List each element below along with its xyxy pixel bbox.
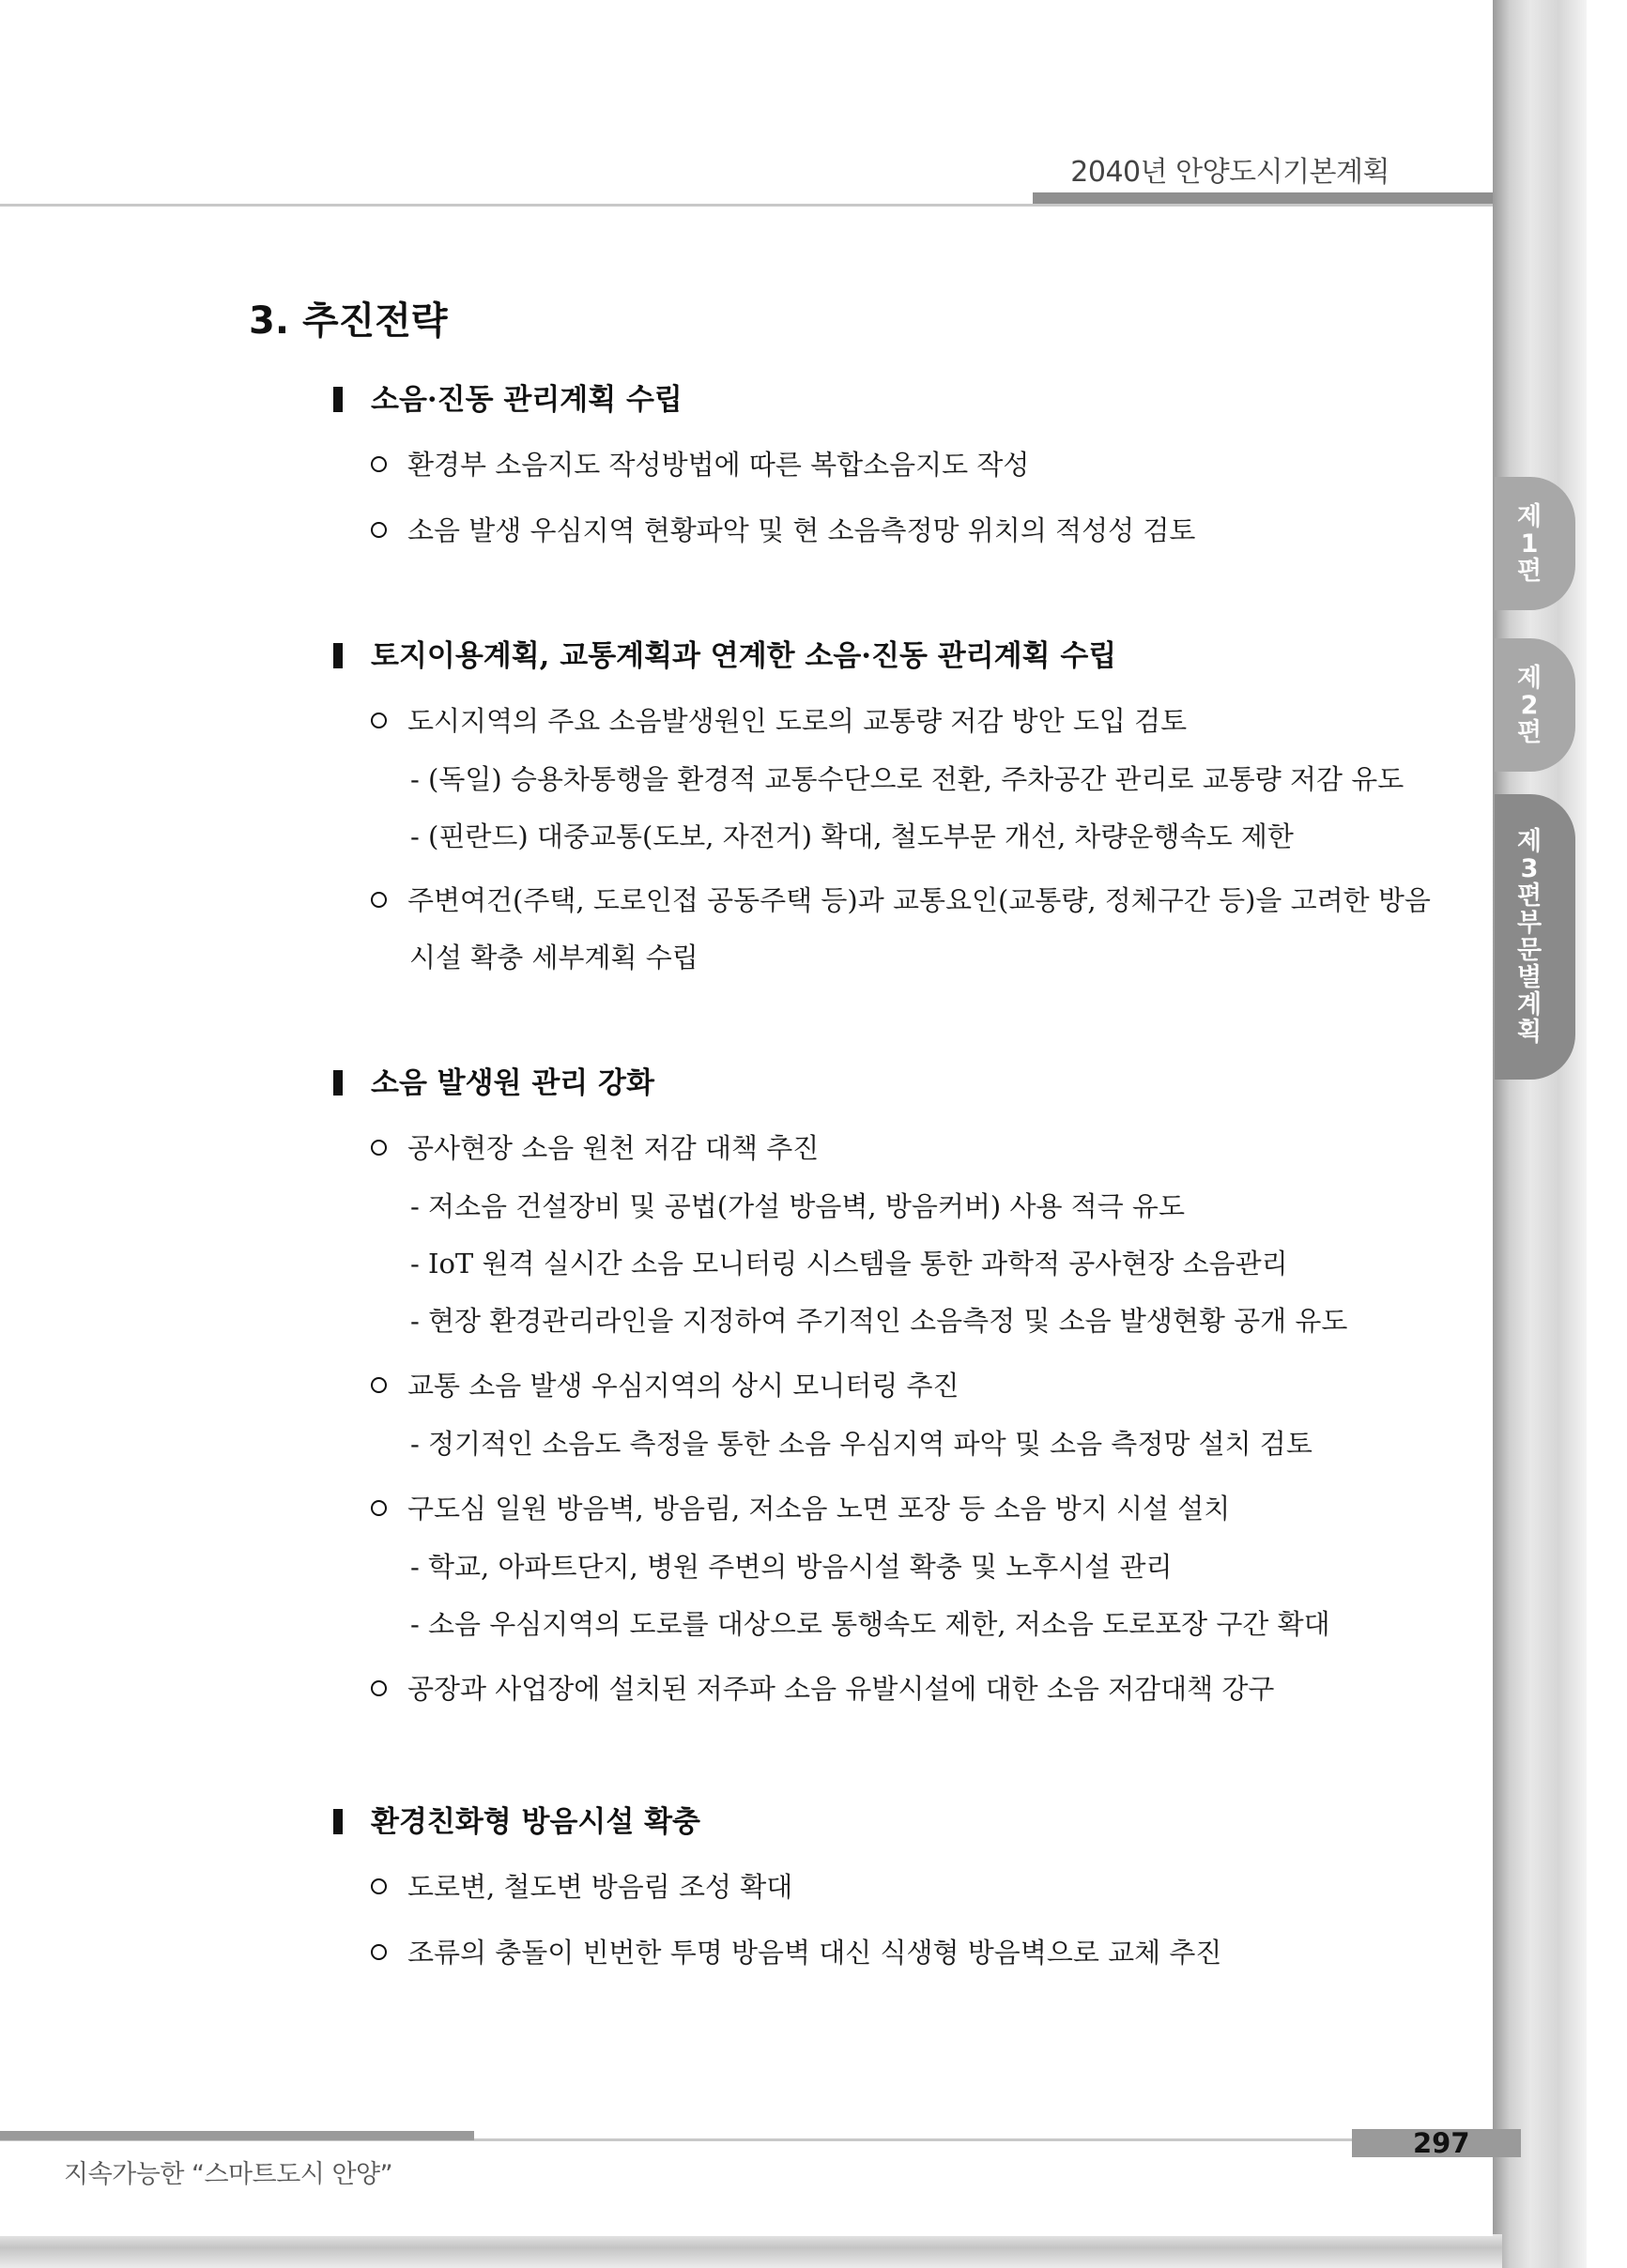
tab-char: 편	[1516, 881, 1543, 911]
dash-item: - 학교, 아파트단지, 병원 주변의 방음시설 확충 및 노후시설 관리	[410, 1551, 1173, 1583]
circle-bullet-icon	[371, 522, 387, 538]
circle-item	[371, 1365, 959, 1403]
strategy-heading	[333, 1798, 700, 1840]
tab-char: 제	[1516, 501, 1543, 531]
side-tab-part-3[interactable]	[1495, 794, 1575, 1080]
dash-item: - 현장 환경관리라인을 지정하여 주기적인 소음측정 및 소음 발생현황 공개 유도	[410, 1305, 1348, 1337]
tab-char: 제	[1516, 663, 1543, 693]
heading-text: 소음·진동 관리계획 수립	[371, 383, 683, 417]
tab-char: 별	[1516, 963, 1543, 992]
circle-item	[371, 1127, 819, 1166]
dash-item: - (핀란드) 대중교통(도보, 자전거) 확대, 철도부문 개선, 차량운행속도 제한	[410, 820, 1294, 852]
heading-text: 토지이용계획, 교통계획과 연계한 소음·진동 관리계획 수립	[371, 639, 1117, 673]
strategy-heading	[333, 375, 683, 418]
circle-item	[371, 1866, 792, 1905]
circle-bullet-icon	[371, 1500, 387, 1516]
item-text: 주변여건(주택, 도로인접 공동주택 등)과 교통요인(교통량, 정체구간 등)을 고려한 방음	[407, 884, 1431, 916]
item-text: 교통 소음 발생 우심지역의 상시 모니터링 추진	[407, 1370, 959, 1402]
strategy-heading	[333, 632, 1116, 674]
dash-item: - IoT 원격 실시간 소음 모니터링 시스템을 통한 과학적 공사현장 소음관리	[410, 1248, 1288, 1280]
circle-bullet-icon	[371, 1140, 387, 1156]
item-text: 공장과 사업장에 설치된 저주파 소음 유발시설에 대한 소음 저감대책 강구	[407, 1673, 1275, 1705]
item-text: 도시지역의 주요 소음발생원인 도로의 교통량 저감 방안 도입 검토	[407, 705, 1188, 737]
circle-bullet-icon	[371, 892, 387, 908]
running-header-title: 2040년 안양도시기본계획	[1070, 156, 1389, 189]
section-title: 3. 추진전략	[249, 299, 448, 343]
heading-marker	[333, 1070, 343, 1096]
heading-marker	[333, 643, 343, 668]
item-text: 소음 발생 우심지역 현황파악 및 현 소음측정망 위치의 적성성 검토	[407, 514, 1196, 546]
header-rule	[0, 204, 1493, 207]
tab-char: 부	[1516, 909, 1543, 938]
page-stack-shadow	[1493, 0, 1587, 2268]
tab-char: 문	[1516, 936, 1543, 965]
tab-char: 제	[1516, 827, 1543, 856]
circle-bullet-icon	[371, 1878, 387, 1894]
circle-bullet-icon	[371, 1680, 387, 1696]
heading-text: 환경친화형 방음시설 확충	[371, 1805, 700, 1839]
dash-item: - 소음 우심지역의 도로를 대상으로 통행속도 제한, 저소음 도로포장 구간 확대	[410, 1608, 1330, 1640]
page-number: 297	[1413, 2127, 1470, 2159]
circle-bullet-icon	[371, 713, 387, 728]
page-stack-edge	[1587, 0, 1627, 2268]
tab-char: 편	[1516, 717, 1543, 747]
tab-char: 획	[1516, 1018, 1543, 1047]
tab-char: 2	[1520, 690, 1539, 720]
item-text: 조류의 충돌이 빈번한 투명 방음벽 대신 식생형 방음벽으로 교체 추진	[407, 1937, 1222, 1969]
circle-bullet-icon	[371, 1377, 387, 1393]
strategy-heading	[333, 1059, 654, 1101]
footer-rule-thick	[0, 2131, 474, 2140]
circle-item	[371, 700, 1187, 739]
circle-bullet-icon	[371, 456, 387, 472]
tab-char: 1	[1520, 529, 1539, 559]
tab-char: 3	[1520, 854, 1539, 883]
circle-item	[371, 1488, 1230, 1526]
circle-item	[371, 1668, 1274, 1707]
side-tab-part-2[interactable]	[1495, 638, 1575, 772]
circle-item	[371, 510, 1195, 548]
dash-item: - 저소음 건설장비 및 공법(가설 방음벽, 방음커버) 사용 적극 유도	[410, 1190, 1185, 1222]
footer-slogan: 지속가능한 “스마트도시 안양”	[64, 2160, 393, 2189]
circle-item	[371, 1932, 1221, 1970]
dash-item: - (독일) 승용차통행을 환경적 교통수단으로 전환, 주차공간 관리로 교통량 저감 유도	[410, 763, 1404, 795]
dash-item: - 정기적인 소음도 측정을 통한 소음 우심지역 파악 및 소음 측정망 설치 검토	[410, 1428, 1312, 1460]
heading-marker	[333, 1809, 343, 1834]
item-text: 공사현장 소음 원천 저감 대책 추진	[407, 1132, 820, 1164]
circle-item	[371, 880, 1431, 918]
circle-item	[371, 444, 1029, 483]
page-bottom-shadow	[0, 2234, 1502, 2268]
heading-marker	[333, 387, 343, 412]
heading-text: 소음 발생원 관리 강화	[371, 1066, 654, 1100]
item-text: 환경부 소음지도 작성방법에 따른 복합소음지도 작성	[407, 449, 1030, 481]
item-text: 구도심 일원 방음벽, 방음림, 저소음 노면 포장 등 소음 방지 시설 설치	[407, 1493, 1231, 1525]
item-continuation: 시설 확충 세부계획 수립	[409, 942, 698, 973]
side-tab-part-1[interactable]	[1495, 477, 1575, 610]
circle-bullet-icon	[371, 1944, 387, 1960]
tab-char: 계	[1516, 990, 1543, 1019]
item-text: 도로변, 철도변 방음림 조성 확대	[407, 1871, 793, 1903]
tab-char: 편	[1516, 556, 1543, 586]
